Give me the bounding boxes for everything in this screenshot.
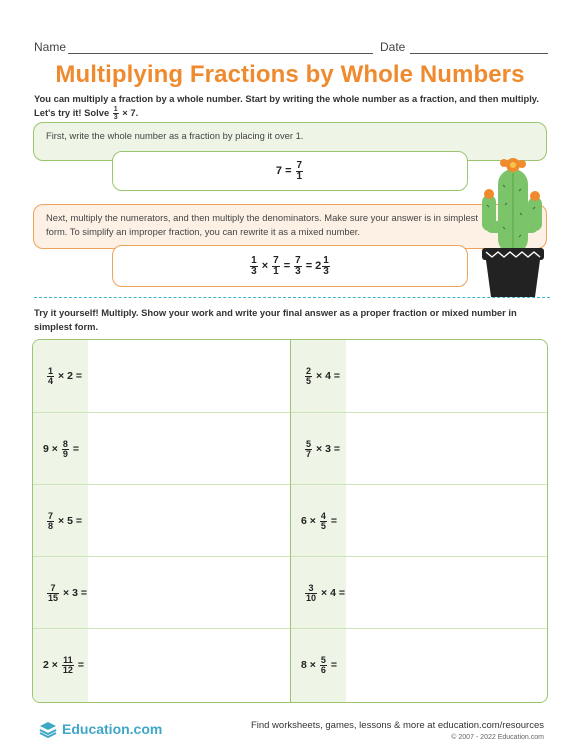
problem-cell[interactable] bbox=[33, 412, 290, 485]
problem-cell[interactable] bbox=[33, 628, 290, 701]
page-title: Multiplying Fractions by Whole Numbers bbox=[55, 61, 525, 88]
problem-cell[interactable] bbox=[291, 340, 548, 412]
step2-text: Next, multiply the numerators, and then multiply the denominators. Make sure your answer is in simplest form. To simplify an improper fraction, you can rewrite it as a mixed number. bbox=[46, 212, 478, 237]
problem-expression: 8 × $\frac{5}{6}$ = bbox=[301, 654, 338, 675]
cactus-illustration bbox=[472, 155, 554, 300]
problem-cell[interactable] bbox=[291, 484, 548, 557]
education-logo[interactable] bbox=[38, 720, 162, 738]
step1-answer-box: 7 = $\frac{7}{1}$ bbox=[112, 151, 468, 191]
date-label: Date bbox=[380, 40, 406, 54]
practice-instructions: Try it yourself! Multiply. Show your work and write your final answer as a proper fraction or mixed number in simplest form. bbox=[34, 307, 517, 332]
practice-column-left bbox=[33, 340, 290, 702]
problem-cell[interactable] bbox=[33, 340, 290, 412]
problem-expression: 2 × $\frac{11}{12}$ = bbox=[43, 654, 85, 675]
date-line[interactable] bbox=[410, 53, 548, 54]
problem-cell[interactable] bbox=[291, 556, 548, 629]
problem-expression: $\frac{3}{10}$ × 4 = bbox=[306, 582, 345, 603]
intro-fraction: $\frac{1}{3}$ bbox=[113, 105, 118, 121]
problem-cell[interactable] bbox=[33, 484, 290, 557]
intro-text: You can multiply a fraction by a whole number. Start by writing the whole number as a fraction, and then multiply. Let's try it! Solve $\frac{1}{3}$ × 7. bbox=[34, 93, 539, 121]
problem-expression: $\frac{1}{4}$ × 2 = bbox=[48, 365, 82, 386]
problem-expression: $\frac{7}{8}$ × 5 = bbox=[48, 510, 82, 531]
problem-cell[interactable] bbox=[291, 412, 548, 485]
problem-expression: $\frac{7}{15}$ × 3 = bbox=[48, 582, 87, 603]
problem-expression: $\frac{2}{5}$ × 4 = bbox=[306, 365, 340, 386]
step2-answer-box: $\frac{1}{3}$ × $\frac{7}{1}$ = $\frac{7}{3}$ = 2 $\frac{1}{3}$ bbox=[112, 245, 468, 287]
problem-cell[interactable] bbox=[291, 628, 548, 701]
footer-copyright: © 2007 - 2022 Education.com bbox=[451, 734, 544, 741]
education-logo-text: Education.com bbox=[62, 721, 163, 737]
problem-expression: 9 × $\frac{8}{9}$ = bbox=[43, 438, 80, 459]
education-logo-icon bbox=[38, 720, 58, 738]
name-label: Name bbox=[34, 40, 67, 54]
practice-grid bbox=[32, 339, 548, 703]
footer-find-text: Find worksheets, games, lessons & more at education.com/resources bbox=[250, 720, 544, 731]
problem-expression: 6 × $\frac{4}{5}$ = bbox=[301, 510, 338, 531]
name-line[interactable] bbox=[68, 53, 373, 54]
problem-expression: $\frac{5}{7}$ × 3 = bbox=[306, 438, 340, 459]
step1-text: First, write the whole number as a fraction by placing it over 1. bbox=[46, 130, 304, 141]
practice-column-right bbox=[290, 340, 548, 702]
section-divider bbox=[34, 297, 550, 298]
problem-cell[interactable] bbox=[33, 556, 290, 629]
